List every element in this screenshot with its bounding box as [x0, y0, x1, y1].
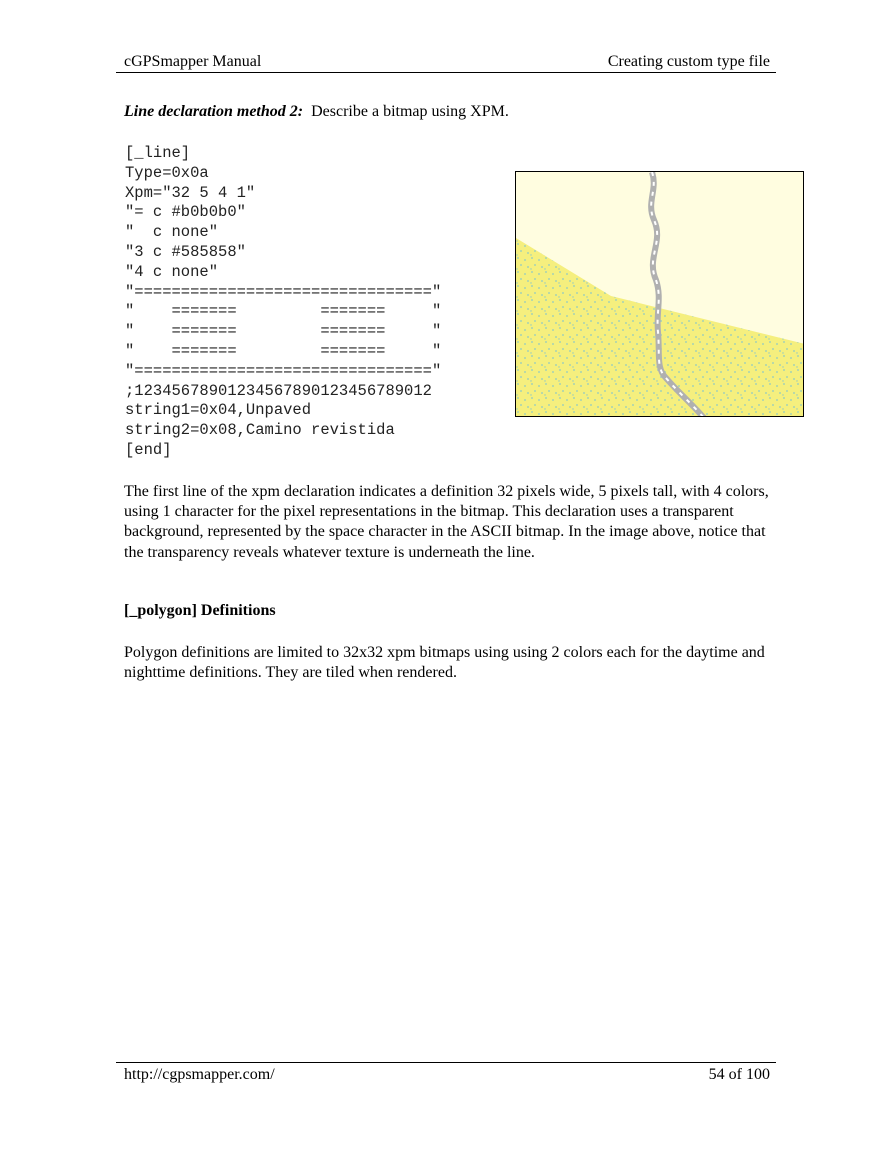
method-heading	[124, 103, 509, 121]
page-number: 54 of 100	[708, 1066, 770, 1083]
page-header	[116, 52, 776, 73]
xpm-explanation-paragraph: The first line of the xpm declaration indicates a definition 32 pixels wide, 5 pixels tall, with 4 colors, using 1 character for the pixel representations in the bitmap. This declaration uses a transparent background, represented by the space character in the ASCII bitmap. In the image above, notice that the transparency reveals whatever texture is underneath the line.	[124, 483, 769, 561]
polygon-definitions-paragraph: Polygon definitions are limited to 32x32 xpm bitmaps using using 2 colors each for the daytime and nighttime definitions. They are tiled when rendered.	[124, 644, 765, 682]
line-texture-preview-image	[515, 171, 804, 417]
xpm-code-block: [_line] Type=0x0a Xpm="32 5 4 1" "= c #b0b0b0" " c none" "3 c #585858" "4 c none" "================================" " ======= ======= " " ======= ======= " " ======= ======= " "================================" ;12345678901234567890123456789012 string1=0x04,Unpaved string2=0x08,Camino revistida [end]	[125, 144, 442, 459]
footer-url: http://cgpsmapper.com/	[124, 1066, 275, 1083]
method-description: Describe a bitmap using XPM.	[303, 103, 509, 120]
header-section: Creating custom type file	[607, 53, 770, 70]
header-title: cGPSmapper Manual	[124, 53, 262, 70]
method-label: Line declaration method 2:	[124, 103, 304, 120]
page-footer	[116, 1062, 776, 1085]
polygon-definitions-heading: [_polygon] Definitions	[124, 602, 276, 619]
